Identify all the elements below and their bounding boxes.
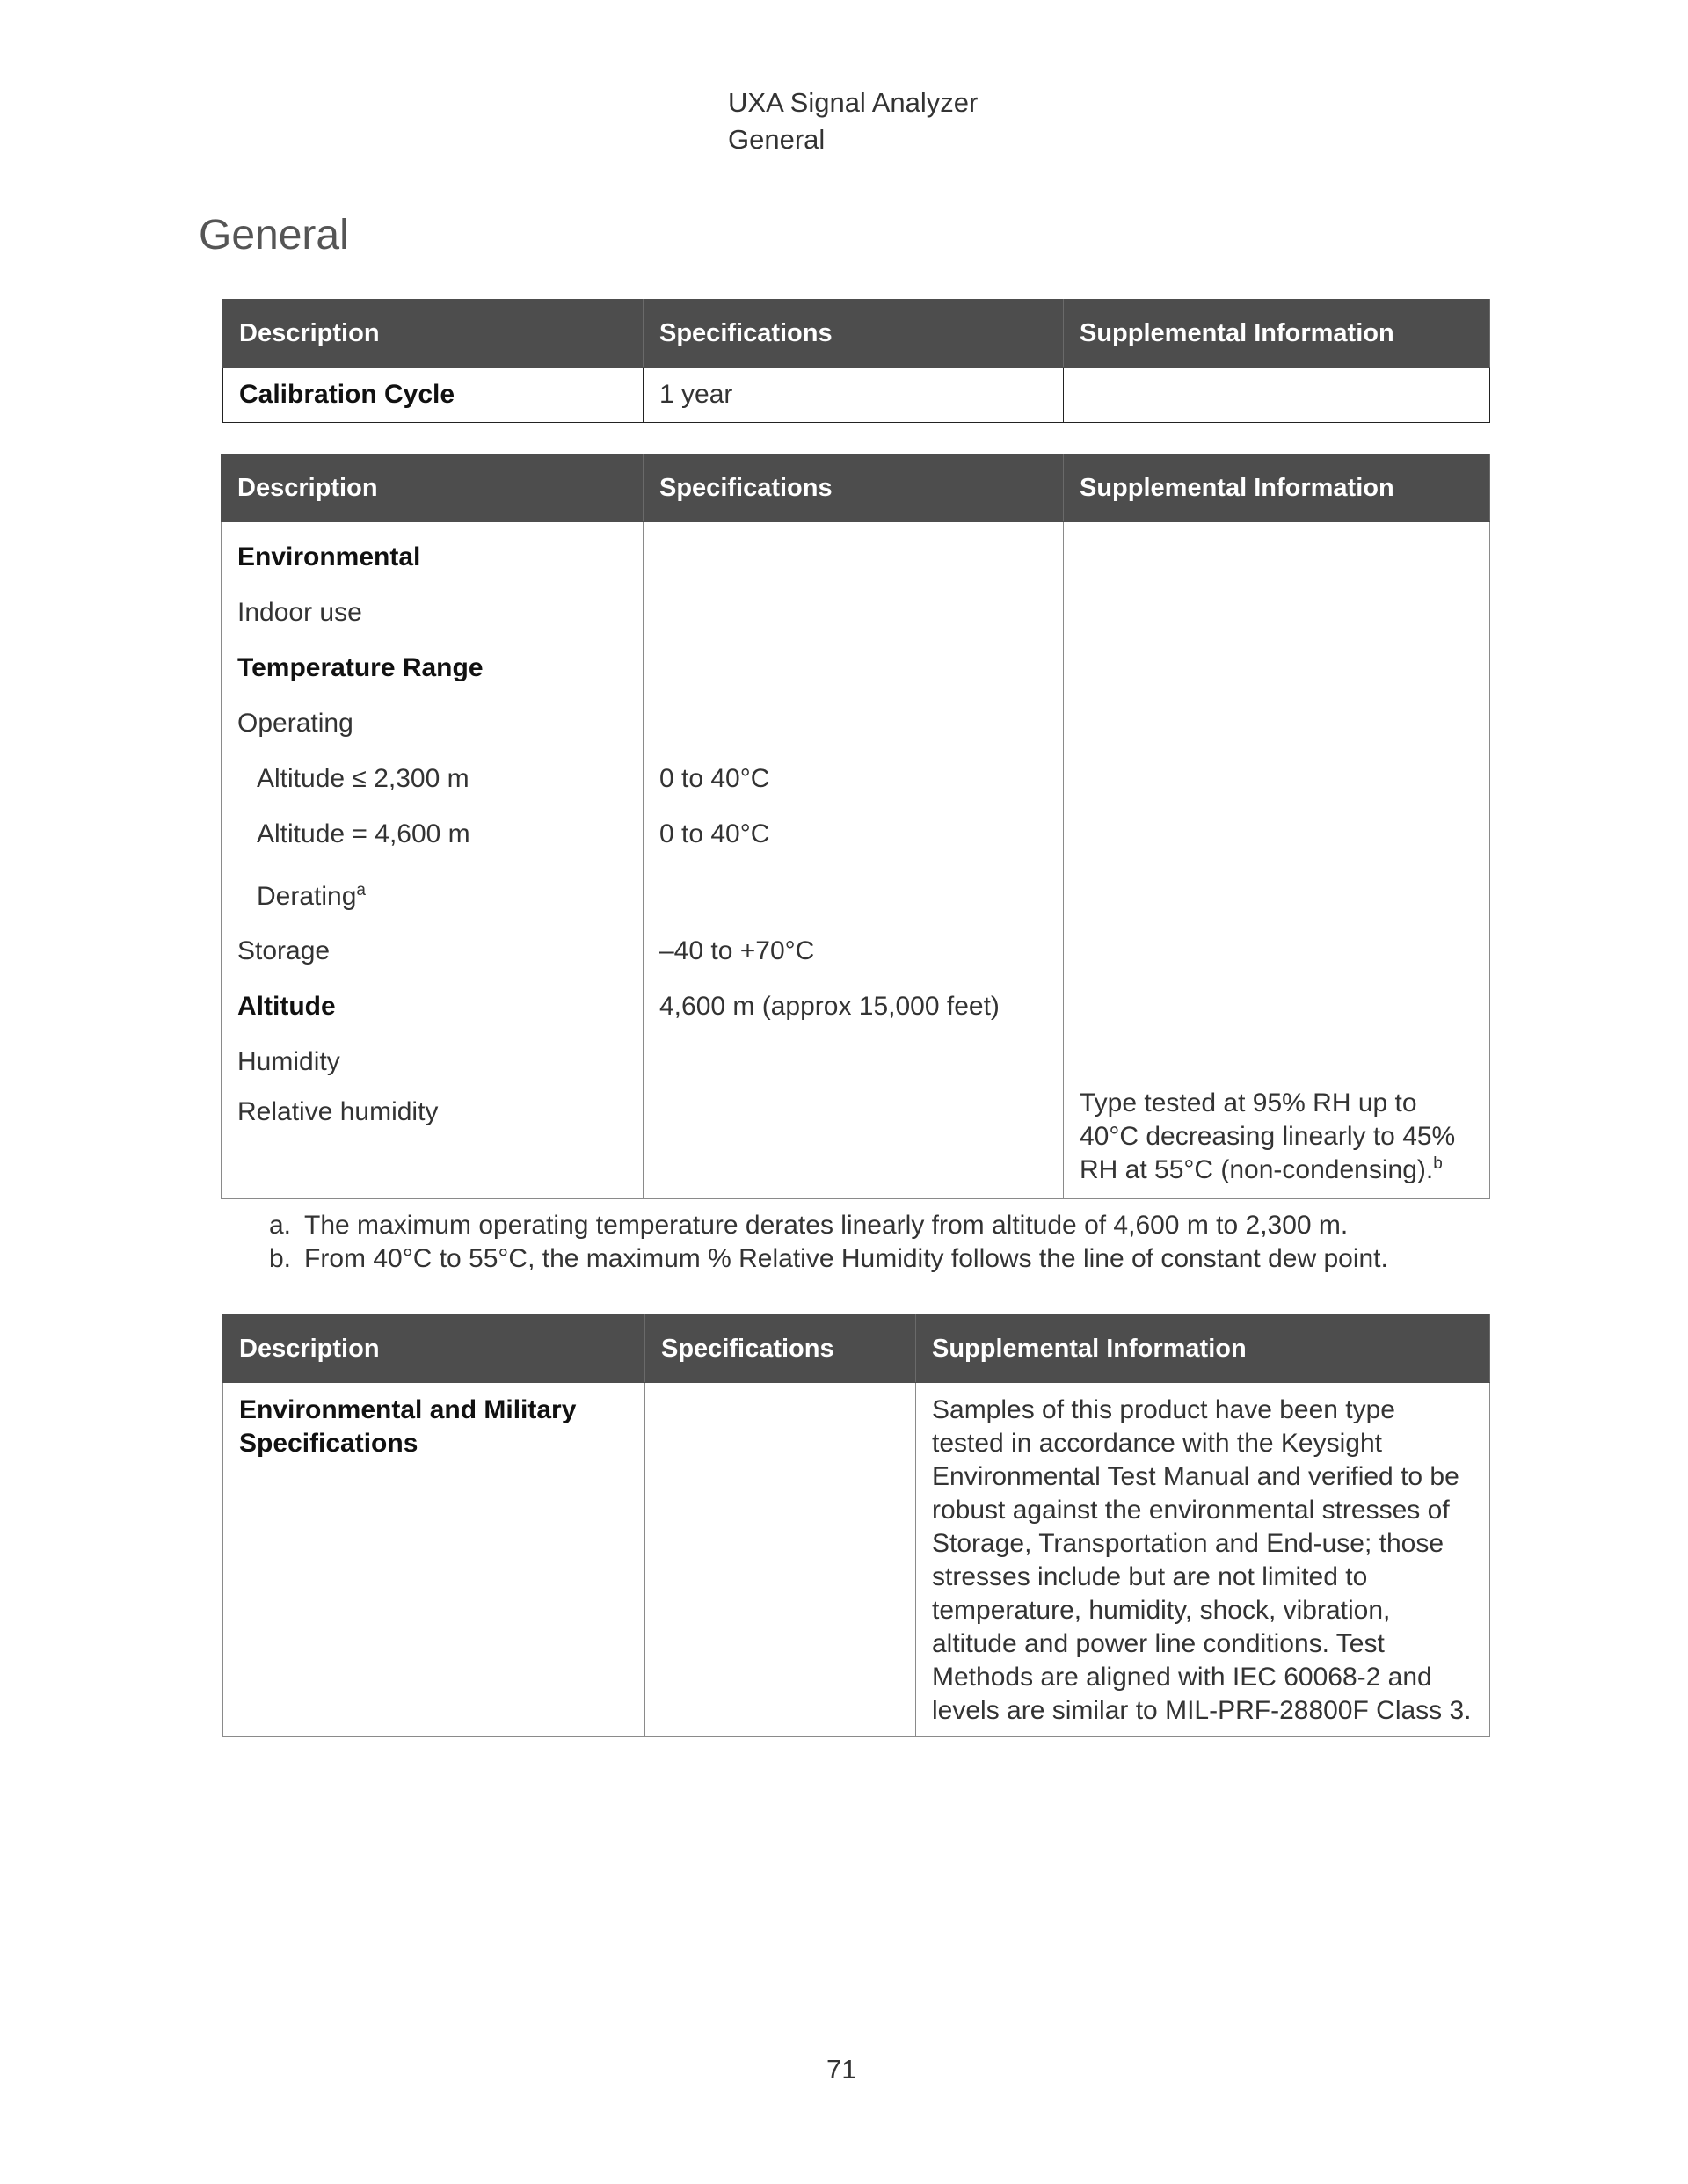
column-header-description: Description xyxy=(223,300,644,368)
spec-humidity xyxy=(659,1034,1047,1089)
row-storage: Storage xyxy=(237,936,331,965)
column-header-specifications: Specifications xyxy=(644,455,1064,522)
cell-description: Environmental and Military Specifications xyxy=(223,1383,645,1737)
derating-label: Derating xyxy=(257,882,357,911)
spec-indoor-use xyxy=(659,585,1047,640)
spec-operating xyxy=(659,695,1047,751)
table-row xyxy=(223,368,1490,423)
column-header-specifications: Specifications xyxy=(645,1315,916,1383)
footnote-ref-a: a xyxy=(356,881,366,899)
column-header-supplemental: Supplemental Information xyxy=(1064,300,1490,368)
supp-spacer xyxy=(1080,529,1473,1083)
footnote-a xyxy=(269,1209,1388,1242)
spec-temperature-range xyxy=(659,640,1047,695)
row-humidity: Humidity xyxy=(237,1047,340,1076)
column-header-description: Description xyxy=(222,455,644,522)
military-specs-table xyxy=(222,1314,1490,1737)
footnote-b xyxy=(269,1242,1388,1276)
row-temperature-range: Temperature Range xyxy=(237,653,484,682)
spec-altitude: 4,600 m (approx 15,000 feet) xyxy=(659,992,1000,1021)
section-title: General xyxy=(199,212,349,258)
running-header xyxy=(728,84,978,158)
supp-relative-humidity xyxy=(1080,1083,1473,1187)
column-header-specifications: Specifications xyxy=(644,300,1064,368)
footnotes xyxy=(269,1209,1388,1276)
cell-supp: Samples of this product have been type tested in accordance with the Keysight Environmental Test Manual and verified to be robust against the environmental stresses of Storage, Transportation and End-use; those stresses include but are not limited to temperature, humidity, shock, vibration, altitude and power line conditions. Test Methods are aligned with IEC 60068-2 and levels are similar to MIL-PRF-28800F Class 3. xyxy=(916,1383,1490,1737)
cell-spec xyxy=(645,1383,916,1737)
spec-altitude-2300: 0 to 40°C xyxy=(659,764,770,793)
footnote-text: The maximum operating temperature derates linearly from altitude of 4,600 m to 2,300 m. xyxy=(304,1211,1349,1240)
calibration-table xyxy=(222,299,1490,423)
footnote-ref-b: b xyxy=(1433,1154,1443,1173)
row-altitude: Altitude xyxy=(237,992,336,1021)
spec-storage: –40 to +70°C xyxy=(659,936,815,965)
supp-column xyxy=(1064,522,1490,1199)
row-operating: Operating xyxy=(237,709,353,738)
spec-environmental xyxy=(659,529,1047,585)
column-header-supplemental: Supplemental Information xyxy=(916,1315,1490,1383)
table-row xyxy=(223,1383,1490,1737)
cell-supp xyxy=(1064,368,1490,423)
cell-description: Calibration Cycle xyxy=(223,368,644,423)
footnote-key: b. xyxy=(269,1244,292,1273)
row-altitude-2300: Altitude ≤ 2,300 m xyxy=(257,764,469,793)
spec-altitude-4600: 0 to 40°C xyxy=(659,819,770,848)
column-header-supplemental: Supplemental Information xyxy=(1064,455,1490,522)
table-header-row xyxy=(222,455,1490,522)
header-title: UXA Signal Analyzer xyxy=(728,87,979,118)
column-header-description: Description xyxy=(223,1315,645,1383)
table-header-row xyxy=(223,300,1490,368)
supp-relative-humidity-text: Type tested at 95% RH up to 40°C decreasing linearly to 45% RH at 55°C (non-condensing). xyxy=(1080,1088,1456,1184)
table-row xyxy=(222,522,1490,1199)
spec-derating xyxy=(659,862,1047,923)
row-relative-humidity: Relative humidity xyxy=(237,1097,439,1126)
row-indoor-use: Indoor use xyxy=(237,598,362,627)
footnote-key: a. xyxy=(269,1211,292,1240)
page-number: 71 xyxy=(826,2054,857,2085)
table-header-row xyxy=(223,1315,1490,1383)
spec-relative-humidity xyxy=(659,1089,1047,1145)
row-altitude-4600: Altitude = 4,600 m xyxy=(257,819,470,848)
description-column xyxy=(222,522,644,1199)
footnote-text: From 40°C to 55°C, the maximum % Relative Humidity follows the line of constant dew point. xyxy=(304,1244,1388,1273)
spec-column xyxy=(644,522,1064,1199)
row-environmental: Environmental xyxy=(237,542,421,571)
environmental-table xyxy=(221,454,1490,1199)
row-derating xyxy=(237,862,627,923)
cell-spec: 1 year xyxy=(644,368,1064,423)
header-subtitle: General xyxy=(728,124,826,155)
